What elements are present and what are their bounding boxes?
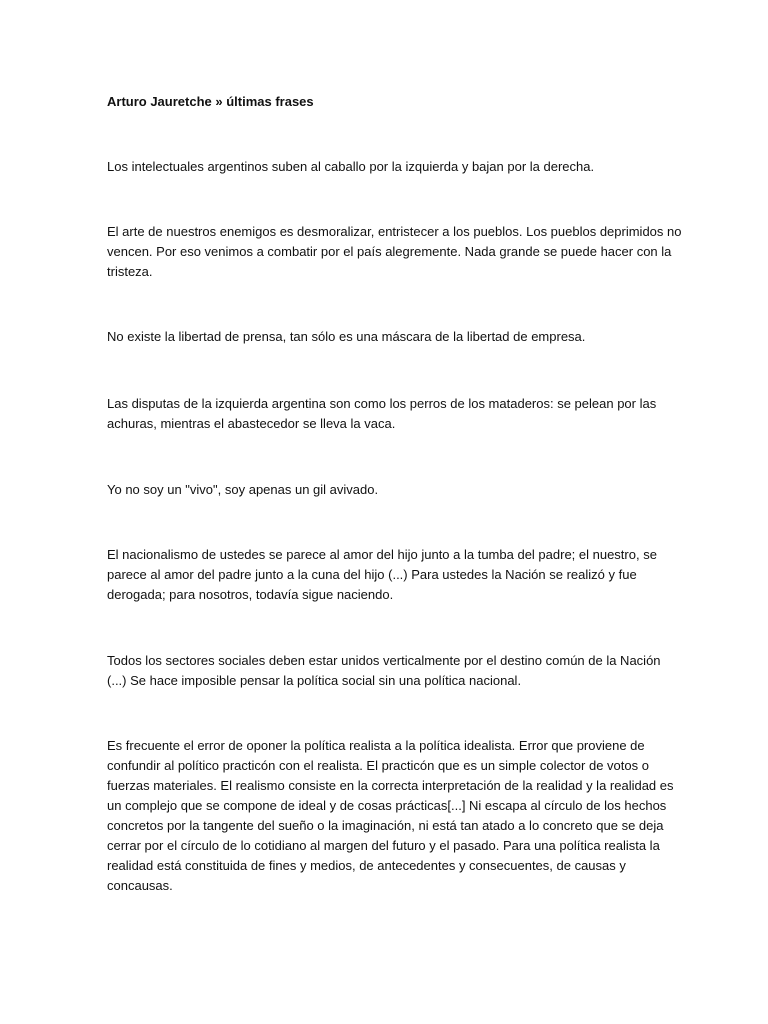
quote-line: realidad está constituida de fines y medios, de antecedentes y consecuentes, de causas y (107, 858, 626, 873)
quote-line: Yo no soy un "vivo", soy apenas un gil avivado. (107, 482, 379, 497)
document-title: Arturo Jauretche » últimas frases (107, 94, 314, 109)
quote-line: tristeza. (107, 264, 153, 279)
quote-line: vencen. Por eso venimos a combatir por el país alegremente. Nada grande se puede hacer con la (107, 244, 672, 259)
quote-paragraph-7 (107, 651, 667, 691)
quote-line: Todos los sectores sociales deben estar unidos verticalmente por el destino común de la Nación (107, 653, 661, 668)
quote-paragraph-5 (107, 480, 667, 500)
quote-line: concausas. (107, 878, 173, 893)
quote-paragraph-1 (107, 157, 667, 177)
quote-line: Los intelectuales argentinos suben al caballo por la izquierda y bajan por la derecha. (107, 159, 595, 174)
quote-paragraph-8 (107, 736, 674, 896)
quote-paragraph-2 (107, 222, 682, 282)
quote-line: derogada; para nosotros, todavía sigue naciendo. (107, 587, 394, 602)
quote-line: El arte de nuestros enemigos es desmoralizar, entristecer a los pueblos. Los pueblos deprimidos no (107, 224, 682, 239)
quote-line: cerrar por el círculo de lo cotidiano al margen del futuro y el pasado. Para una política realista la (107, 838, 660, 853)
quote-line: Las disputas de la izquierda argentina son como los perros de los mataderos: se pelean por las (107, 396, 657, 411)
quote-line: achuras, mientras el abastecedor se lleva la vaca. (107, 416, 396, 431)
quote-paragraph-4 (107, 394, 667, 434)
quote-line: Es frecuente el error de oponer la política realista a la política idealista. Error que proviene de (107, 738, 645, 753)
quote-line: (...) Se hace imposible pensar la política social sin una política nacional. (107, 673, 522, 688)
quote-line: un complejo que se compone de ideal y de cosas prácticas[...] Ni escapa al círculo de los hechos (107, 798, 667, 813)
quote-line: El nacionalismo de ustedes se parece al amor del hijo junto a la tumba del padre; el nuestro, se (107, 547, 657, 562)
quote-line: parece al amor del padre junto a la cuna del hijo (...) Para ustedes la Nación se realizó y fue (107, 567, 637, 582)
quote-paragraph-6 (107, 545, 667, 605)
quote-line: No existe la libertad de prensa, tan sólo es una máscara de la libertad de empresa. (107, 329, 586, 344)
quote-line: confundir al político practicón con el realista. El practicón que es un simple colector de votos o (107, 758, 649, 773)
quote-line: concretos por la tangente del sueño o la imaginación, ni está tan atado a lo concreto que se deja (107, 818, 664, 833)
quote-paragraph-3 (107, 327, 667, 347)
quote-line: fuerzas materiales. El realismo consiste en la correcta interpretación de la realidad y la realidad es (107, 778, 674, 793)
